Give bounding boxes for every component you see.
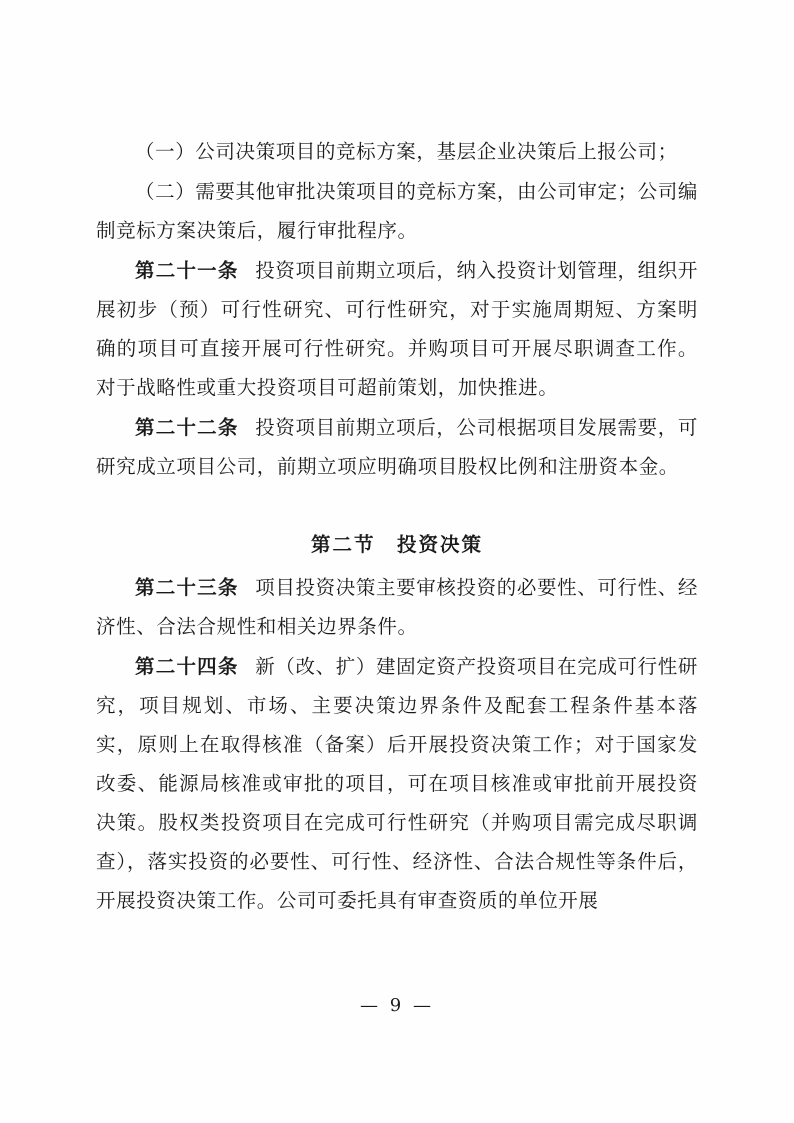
article-22-text: 投资项目前期立项后，公司根据项目发展需要，可研究成立项目公司，前期立项应明确项目股权比例和注册资本金。 <box>96 416 698 478</box>
article-24 <box>96 647 698 920</box>
document-body <box>96 132 698 921</box>
article-24-text: 新（改、扩）建固定资产投资项目在完成可行性研究，项目规划、市场、主要决策边界条件及配套工程条件基本落实，原则上在取得核准（备案）后开展投资决策工作；对于国家发改委、能源局核准或审批的项目，可在项目核准或审批前开展投资决策。股权类投资项目在完成可行性研究（并购项目需完成尽职调查），落实投资的必要性、可行性、经济性、合法合规性等条件后，开展投资决策工作。公司可委托具有审查资质的单位开展 <box>96 655 698 912</box>
section-heading-number: 第二节 <box>311 533 376 556</box>
article-23-text: 项目投资决策主要审核投资的必要性、可行性、经济性、合法合规性和相关边界条件。 <box>96 576 698 638</box>
paragraph-item-2: （二）需要其他审批决策项目的竞标方案，由公司审定；公司编制竞标方案决策后，履行审批程序。 <box>96 180 698 242</box>
paragraph-item-1: （一）公司决策项目的竞标方案，基层企业决策后上报公司； <box>135 140 678 163</box>
article-21 <box>96 251 698 407</box>
article-23-label: 第二十三条 <box>135 576 239 599</box>
article-22 <box>96 408 698 486</box>
section-heading-2 <box>96 525 698 564</box>
section-heading-title: 投资决策 <box>396 533 483 556</box>
article-21-text: 投资项目前期立项后，纳入投资计划管理，组织开展初步（预）可行性研究、可行性研究，对于实施周期短、方案明确的项目可直接开展可行性研究。并购项目可开展尽职调查工作。对于战略性或重大投资项目可超前策划，加快推进。 <box>96 259 698 399</box>
article-21-label: 第二十一条 <box>135 259 239 282</box>
article-24-label: 第二十四条 <box>135 655 239 678</box>
article-23 <box>96 568 698 646</box>
article-22-label: 第二十二条 <box>135 416 239 439</box>
page-number: — 9 — <box>360 995 434 1016</box>
section-spacer <box>96 487 698 501</box>
